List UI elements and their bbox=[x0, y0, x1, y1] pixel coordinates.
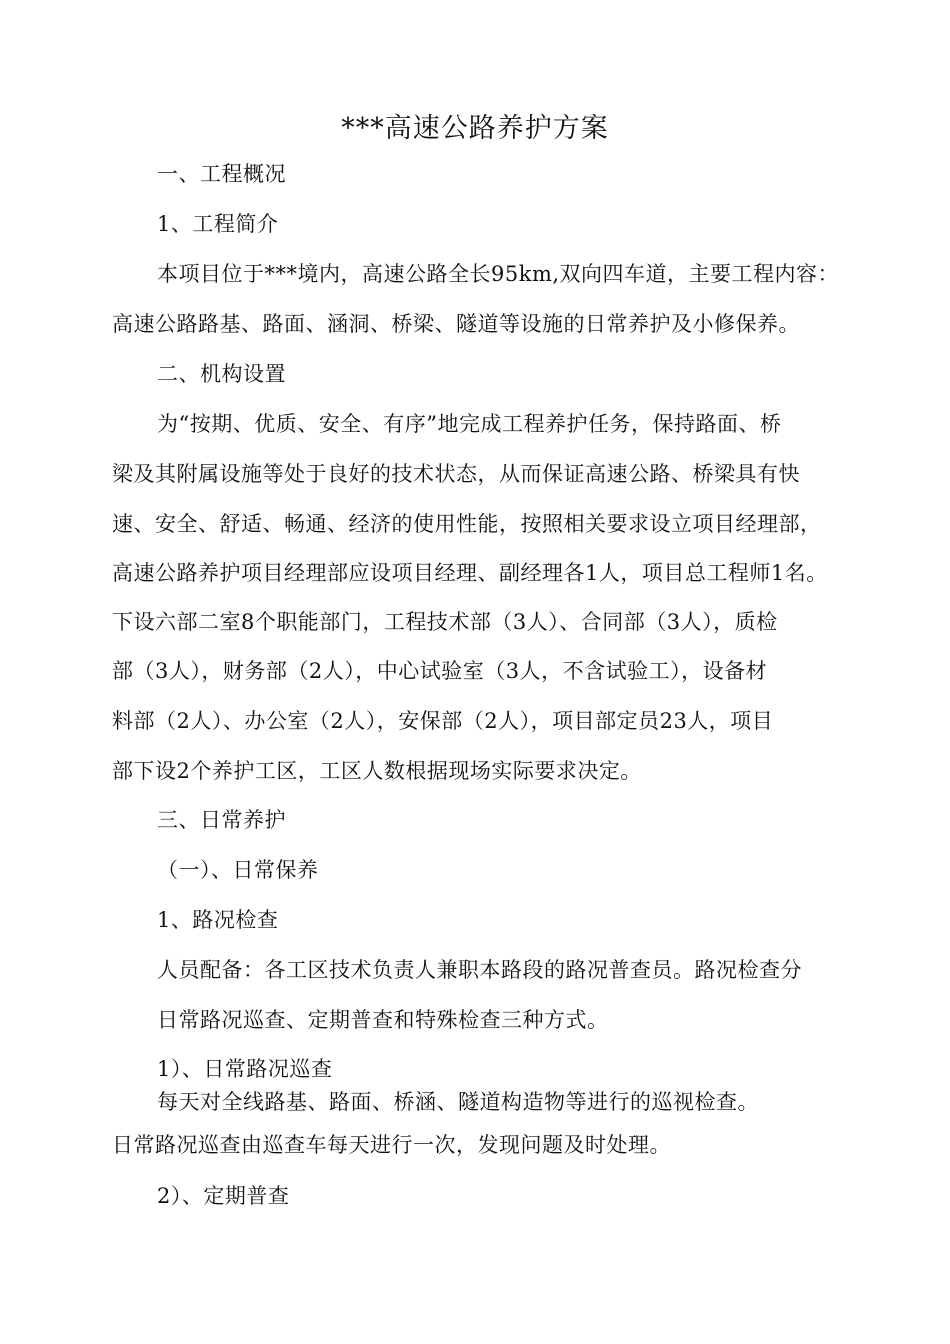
paragraph-line: 高速公路养护项目经理部应设项目经理、副经理各1人，项目总工程师1名。 bbox=[112, 561, 828, 585]
paragraph-line: 料部（2人）、办公室（2人），安保部（2人），项目部定员23人，项目 bbox=[112, 709, 774, 733]
subsection-heading-1-1: 1、工程简介 bbox=[157, 212, 279, 236]
paragraph-line: 高速公路路基、路面、涵洞、桥梁、隧道等设施的日常养护及小修保养。 bbox=[112, 312, 800, 336]
paragraph-line: 本项目位于***境内，高速公路全长95km,双向四车道，主要工程内容： bbox=[157, 262, 840, 286]
paragraph-line: 部（3人），财务部（2人），中心试验室（3人，不含试验工），设备材 bbox=[112, 659, 768, 683]
paragraph-line: 下设六部二室8个职能部门，工程技术部（3人）、合同部（3人），质检 bbox=[112, 610, 778, 634]
section-heading-3: 三、日常养护 bbox=[157, 808, 286, 832]
paragraph-line: 梁及其附属设施等处于良好的技术状态，从而保证高速公路、桥梁具有快 bbox=[112, 462, 800, 486]
paragraph-line: 速、安全、舒适、畅通、经济的使用性能，按照相关要求设立项目经理部， bbox=[112, 512, 822, 536]
paragraph-line: 为“按期、优质、安全、有序”地完成工程养护任务，保持路面、桥 bbox=[157, 412, 782, 436]
document-title: ***高速公路养护方案 bbox=[341, 113, 609, 144]
paragraph-line: 日常路况巡查、定期普查和特殊检查三种方式。 bbox=[157, 1008, 609, 1032]
paragraph-line: 每天对全线路基、路面、桥涵、隧道构造物等进行的巡视检查。 bbox=[157, 1090, 759, 1114]
paragraph-line: 人员配备：各工区技术负责人兼职本路段的路况普查员。路况检查分 bbox=[157, 958, 802, 982]
item-heading-daily-patrol: 1）、日常路况巡查 bbox=[157, 1057, 333, 1081]
paragraph-line: 日常路况巡查由巡查车每天进行一次，发现问题及时处理。 bbox=[112, 1133, 671, 1157]
item-heading-road-inspection: 1、路况检查 bbox=[157, 908, 279, 932]
subsection-heading-3-1: （一）、日常保养 bbox=[157, 858, 319, 882]
item-heading-periodic-survey: 2）、定期普查 bbox=[157, 1184, 290, 1208]
section-heading-2: 二、机构设置 bbox=[157, 362, 286, 386]
section-heading-1: 一、工程概况 bbox=[157, 162, 286, 186]
paragraph-line: 部下设2个养护工区，工区人数根据现场实际要求决定。 bbox=[112, 759, 642, 783]
